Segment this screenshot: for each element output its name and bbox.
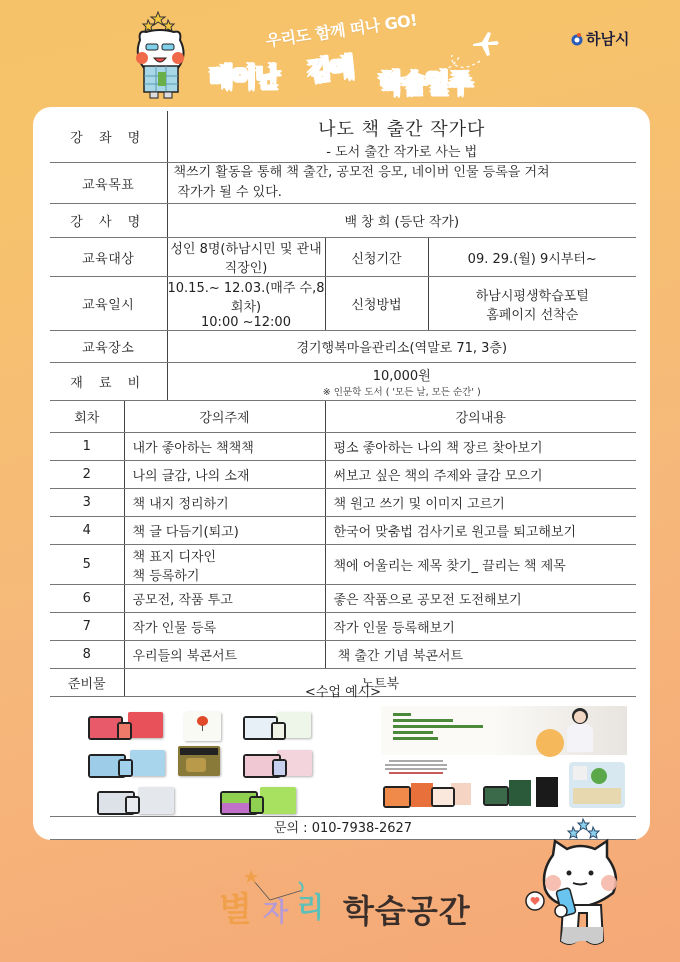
instructor-value: 백 창 희 (등단 작가) [167, 204, 636, 238]
schedule-cell [167, 277, 325, 331]
row-goal [50, 163, 636, 204]
program-card [33, 107, 650, 840]
book-cover-painting [178, 746, 220, 776]
session-topic-line-1: 책 표지 디자인 [132, 549, 217, 565]
session-number: 2 [50, 461, 124, 489]
fee-cell [167, 363, 636, 401]
logo-byeol: 별 [219, 890, 252, 930]
goal-line-2: 작가가 될 수 있다. [177, 185, 282, 200]
logo-learning-space: 학습공간 [343, 892, 471, 930]
session-topic: 우리들의 북콘서트 [124, 641, 325, 669]
session-number: 6 [50, 585, 124, 613]
dashed-trail-icon [395, 55, 480, 85]
session-topic-line-2: 책 등록하기 [132, 568, 200, 584]
apply-method-line-2: 홈페이지 선착순 [486, 307, 579, 323]
apply-method-line-1: 하남시평생학습포털 [475, 288, 589, 304]
footer-logo [215, 868, 475, 938]
curriculum-row [50, 613, 636, 641]
session-content: 평소 좋아하는 나의 책 장르 찾아보기 [325, 433, 636, 461]
curriculum-row [50, 585, 636, 613]
session-content: 좋은 작품으로 공모전 도전해보기 [325, 585, 636, 613]
header-banner [0, 0, 680, 105]
row-fee [50, 363, 636, 401]
tagline: 우리도 함께 떠나 GO! [264, 10, 419, 51]
row-course [50, 111, 636, 163]
logo-text: 하남시 [586, 30, 630, 48]
title-part-2: 김에 [305, 52, 355, 87]
row-target [50, 238, 636, 277]
curriculum-row [50, 641, 636, 669]
class-examples [50, 679, 636, 817]
session-number: 7 [50, 613, 124, 641]
curriculum-row [50, 545, 636, 585]
fee-value: 10,000원 [372, 369, 431, 384]
goal-line-1: 책쓰기 활동을 통해 책 출간, 공모전 응모, 네이버 인물 등록을 거쳐 [173, 165, 550, 180]
logo-ri: 리 [297, 891, 325, 924]
mascot-sunglasses-icon [130, 10, 195, 100]
instructor-label: 강 사 명 [50, 204, 167, 238]
session-number: 8 [50, 641, 124, 669]
curriculum-row [50, 433, 636, 461]
session-content: 작가 인물 등록해보기 [325, 613, 636, 641]
session-topic: 나의 글감, 나의 소재 [124, 461, 325, 489]
session-content: 한국어 맞춤법 검사기로 원고를 퇴고해보기 [325, 517, 636, 545]
program-info-table [50, 111, 636, 697]
examples-title: <수업 예시> [304, 685, 382, 700]
apply-method-cell [428, 277, 636, 331]
logo-ja: 자 [263, 898, 289, 928]
apply-period-value: 09. 29.(월) 9시부터~ [428, 238, 636, 277]
session-number: 5 [50, 545, 124, 585]
course-label: 강 좌 명 [50, 111, 167, 163]
book-cover-tree [184, 712, 221, 741]
instructor-promo-banner [381, 706, 627, 814]
target-label: 교육대상 [50, 238, 167, 277]
goal-cell [167, 163, 636, 204]
curriculum-row [50, 517, 636, 545]
title-part-1: 태어난 [209, 63, 279, 92]
session-content: 책 원고 쓰기 및 이미지 고르기 [325, 489, 636, 517]
session-content: 써보고 싶은 책의 주제와 글감 모으기 [325, 461, 636, 489]
place-value: 경기행복마을관리소(역말로 71, 3층) [167, 331, 636, 363]
title-part-3: 학습일주 [379, 69, 472, 98]
place-label: 교육장소 [50, 331, 167, 363]
apply-period-label: 신청기간 [325, 238, 428, 277]
header-session: 회차 [50, 401, 124, 433]
schedule-dates: 10.15.~ 12.03.(매주 수,8회차) [167, 281, 325, 315]
row-place [50, 331, 636, 363]
session-number: 3 [50, 489, 124, 517]
apply-method-label: 신청방법 [325, 277, 428, 331]
goal-label: 교육목표 [50, 163, 167, 204]
header-topic: 강의주제 [124, 401, 325, 433]
session-topic: 작가 인물 등록 [124, 613, 325, 641]
session-topic: 책 내지 정리하기 [124, 489, 325, 517]
row-schedule [50, 277, 636, 331]
curriculum-header-row [50, 401, 636, 433]
curriculum-row [50, 461, 636, 489]
course-cell [167, 111, 636, 163]
course-title: 나도 책 출간 작가다 [318, 119, 486, 140]
schedule-label: 교육일시 [50, 277, 167, 331]
hanam-logo-icon [570, 32, 584, 46]
mascot-phone-icon [525, 815, 635, 955]
course-subtitle: - 도서 출간 작가로 사는 법 [326, 145, 478, 160]
supplies-value: 노트북 [124, 669, 636, 697]
curriculum-row [50, 489, 636, 517]
fee-note: ※ 인문학 도서 ( '모든 날, 모든 순간' ) [322, 387, 481, 398]
session-content: 책 출간 기념 북콘서트 [325, 641, 636, 669]
contact-info: 문의 : 010-7938-2627 [50, 817, 636, 840]
airplane-icon [470, 28, 500, 58]
session-content: 책에 어울리는 제목 찾기_ 끌리는 책 제목 [325, 545, 636, 585]
fee-label: 재 료 비 [50, 363, 167, 401]
header-content: 강의내용 [325, 401, 636, 433]
row-instructor [50, 204, 636, 238]
target-value: 성인 8명(하남시민 및 관내 직장인) [167, 238, 325, 277]
session-topic: 내가 좋아하는 책책책 [124, 433, 325, 461]
session-topic [124, 545, 325, 585]
session-topic: 책 글 다듬기(퇴고) [124, 517, 325, 545]
supplies-label: 준비물 [50, 669, 124, 697]
hanam-logo [570, 28, 629, 49]
session-topic: 공모전, 작품 투고 [124, 585, 325, 613]
session-number: 1 [50, 433, 124, 461]
schedule-time: 10:00 ~12:00 [201, 315, 291, 330]
session-number: 4 [50, 517, 124, 545]
